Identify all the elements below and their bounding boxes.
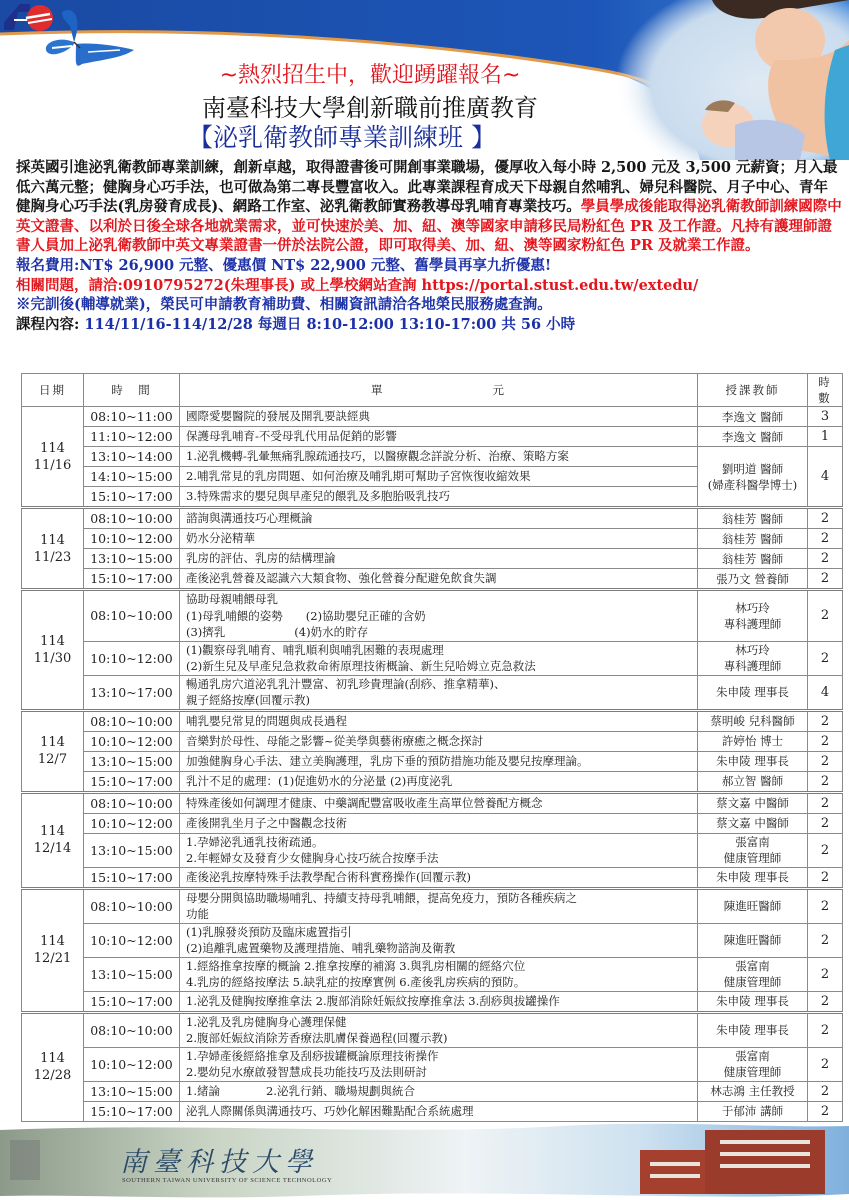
session-hours: 2 <box>808 991 843 1012</box>
session-hours: 2 <box>808 867 843 888</box>
date-year: 114 <box>40 1051 65 1066</box>
teacher-line: 朱申陵 理事長 <box>716 1023 789 1037</box>
session-time: 08:10~10:00 <box>84 710 180 731</box>
teacher-line: 朱申陵 理事長 <box>716 870 789 884</box>
session-time: 11:10~12:00 <box>84 427 180 447</box>
teacher-line: 張富南 <box>735 835 770 849</box>
session-topic <box>180 923 698 957</box>
course-period: 114/11/16-114/12/28 每週日 8:10-12:00 13:10-17:00 共 56 小時 <box>84 315 576 333</box>
session-teacher <box>698 867 808 888</box>
date-year: 114 <box>40 735 65 750</box>
session-topic <box>180 508 698 529</box>
table-row <box>22 569 843 590</box>
teacher-line: 陳進旺醫師 <box>723 899 782 913</box>
session-topic <box>180 751 698 771</box>
session-topic <box>180 1081 698 1101</box>
session-time: 13:10~15:00 <box>84 549 180 569</box>
topic-line: 親子經絡按摩(回覆示教) <box>186 693 310 707</box>
table-row <box>22 447 843 467</box>
session-time: 13:10~17:00 <box>84 675 180 710</box>
table-row <box>22 833 843 867</box>
table-row <box>22 1101 843 1121</box>
session-date <box>22 792 84 888</box>
session-topic <box>180 957 698 991</box>
table-row <box>22 813 843 833</box>
session-time: 10:10~12:00 <box>84 923 180 957</box>
session-hours: 2 <box>808 641 843 675</box>
teacher-line: 健康管理師 <box>723 1065 782 1079</box>
topic-line: 產後泌乳按摩特殊手法教學配合術科實務操作(回覆示教) <box>186 869 471 884</box>
table-row <box>22 991 843 1012</box>
session-time: 13:10~15:00 <box>84 751 180 771</box>
header-hours: 時數 <box>808 374 843 407</box>
session-time: 13:10~15:00 <box>84 957 180 991</box>
session-teacher <box>698 1012 808 1047</box>
session-teacher <box>698 590 808 642</box>
date-year: 114 <box>40 934 65 949</box>
date-day: 11/16 <box>33 457 72 473</box>
session-time: 15:10~17:00 <box>84 771 180 792</box>
topic-line: 暢通乳房穴道泌乳乳汁豐富、初乳珍貴理論(刮痧、推拿精華)、 <box>186 676 506 691</box>
session-hours: 2 <box>808 1047 843 1081</box>
session-teacher <box>698 888 808 923</box>
session-teacher <box>698 792 808 813</box>
session-teacher <box>698 427 808 447</box>
table-row <box>22 407 843 427</box>
session-hours: 2 <box>808 751 843 771</box>
session-hours: 4 <box>808 675 843 710</box>
topic-line: 1.泌乳及健胸按摩推拿法 2.腹部消除妊娠紋按摩推拿法 3.刮痧與拔罐操作 <box>186 993 560 1008</box>
topic-line: 泌乳人際關係與溝通技巧、巧妙化解困難點配合系統處理 <box>186 1103 474 1118</box>
intro-section <box>16 158 842 334</box>
session-time: 15:10~17:00 <box>84 991 180 1012</box>
session-time: 10:10~12:00 <box>84 731 180 751</box>
session-topic <box>180 590 698 642</box>
topic-line: 2.哺乳常見的乳房問題、如何治療及哺乳期可幫助子宮恢復收縮效果 <box>186 469 531 484</box>
date-day: 12/21 <box>33 951 72 966</box>
session-time: 08:10~10:00 <box>84 888 180 923</box>
session-time: 13:10~15:00 <box>84 1081 180 1101</box>
session-teacher <box>698 751 808 771</box>
topic-line: 1.泌乳及乳房健胸身心護理保健 <box>186 1014 347 1029</box>
session-hours: 1 <box>808 427 843 447</box>
table-row <box>22 1012 843 1047</box>
session-topic <box>180 467 698 487</box>
date-year: 114 <box>40 440 65 456</box>
session-teacher <box>698 957 808 991</box>
topic-line: 2.腹部妊娠紋消除芳香療法肌膚保養過程(回覆示教) <box>186 1031 448 1045</box>
session-teacher <box>698 813 808 833</box>
session-hours: 2 <box>808 792 843 813</box>
topic-line: (2)新生兒及早產兒急救救命術原理技術概論、新生兒哈姆立克急救法 <box>186 659 536 673</box>
teacher-line: 郝立智 醫師 <box>721 774 784 788</box>
date-year: 114 <box>40 633 65 649</box>
table-row <box>22 549 843 569</box>
footer-banner <box>0 1122 849 1200</box>
session-teacher <box>698 731 808 751</box>
topic-line: 功能 <box>186 907 209 921</box>
session-hours: 2 <box>808 731 843 751</box>
table-header-row <box>22 374 843 407</box>
mother-baby-photo <box>615 0 849 160</box>
session-teacher <box>698 710 808 731</box>
date-day: 12/28 <box>33 1068 72 1083</box>
session-time: 08:10~11:00 <box>84 407 180 427</box>
session-time: 15:10~17:00 <box>84 1101 180 1121</box>
date-day: 11/23 <box>33 549 72 565</box>
table-row <box>22 675 843 710</box>
topic-line: 2.年輕婦女及發育少女健胸身心技巧統合按摩手法 <box>186 851 439 865</box>
header-date: 日期 <box>22 374 84 407</box>
session-teacher <box>698 1101 808 1121</box>
session-hours: 2 <box>808 549 843 569</box>
table-row <box>22 710 843 731</box>
session-topic <box>180 833 698 867</box>
session-time: 15:10~17:00 <box>84 487 180 508</box>
header-banner <box>0 0 849 160</box>
teacher-line: 陳進旺醫師 <box>723 933 782 947</box>
teacher-line: 健康管理師 <box>723 975 782 989</box>
table-row <box>22 590 843 642</box>
session-teacher <box>698 569 808 590</box>
table-row <box>22 641 843 675</box>
teacher-line: 李逸文 醫師 <box>721 409 784 424</box>
header-topic: 單 元 <box>180 374 698 407</box>
session-topic <box>180 641 698 675</box>
topic-line: (3)擠乳 (4)奶水的貯存 <box>186 625 369 639</box>
session-topic <box>180 529 698 549</box>
teacher-line: 張富南 <box>735 1049 770 1063</box>
topic-line: 產後泌乳營養及認識六大類食物、強化營養分配避免飲食失調 <box>186 571 497 586</box>
session-teacher <box>698 1081 808 1101</box>
topic-line: (1)乳腺發炎預防及臨床處置指引 <box>186 924 352 939</box>
session-teacher <box>698 833 808 867</box>
registration-fee: 報名費用:NT$ 26,900 元整、優惠價 NT$ 22,900 元整、舊學員再享九折優惠! <box>16 256 552 274</box>
session-time: 10:10~12:00 <box>84 1047 180 1081</box>
contact-info: 相關問題，請洽:0910795272(朱理事長) 或上學校網站查詢 https://portal.stust.edu.tw/extedu/ <box>16 276 699 294</box>
session-topic <box>180 731 698 751</box>
session-topic <box>180 771 698 792</box>
teacher-line: 許婷怡 博士 <box>721 734 784 748</box>
topic-line: 1.孕婦泌乳通乳技術疏通。 <box>186 834 324 849</box>
teacher-line: 林志鴻 主任教授 <box>710 1084 795 1098</box>
teacher-line: (婦產科醫學博士) <box>707 477 798 492</box>
date-year: 114 <box>40 824 65 839</box>
topic-line: 3.特殊需求的嬰兒與早產兒的餵乳及多胞胎吸乳技巧 <box>186 489 450 504</box>
session-time: 10:10~12:00 <box>84 813 180 833</box>
session-topic <box>180 1101 698 1121</box>
course-title: 【泌乳衛教師專業訓練班 】 <box>188 123 496 152</box>
session-topic <box>180 792 698 813</box>
session-topic <box>180 407 698 427</box>
session-topic <box>180 427 698 447</box>
table-row <box>22 427 843 447</box>
session-date <box>22 508 84 590</box>
table-row <box>22 529 843 549</box>
teacher-line: 專科護理師 <box>723 616 782 631</box>
teacher-line: 朱申陵 理事長 <box>716 754 789 768</box>
session-time: 13:10~15:00 <box>84 833 180 867</box>
session-hours: 2 <box>808 1101 843 1121</box>
session-time: 14:10~15:00 <box>84 467 180 487</box>
session-topic <box>180 1047 698 1081</box>
teacher-line: 張富南 <box>735 959 770 973</box>
institution-title: 南臺科技大學創新職前推廣教育 <box>202 94 538 122</box>
session-hours: 2 <box>808 590 843 642</box>
session-teacher <box>698 529 808 549</box>
teacher-line: 翁桂芳 醫師 <box>721 531 784 546</box>
session-teacher <box>698 508 808 529</box>
date-year: 114 <box>40 532 65 548</box>
session-teacher <box>698 1047 808 1081</box>
table-row <box>22 888 843 923</box>
session-hours: 4 <box>808 447 843 508</box>
topic-line: 1.孕婦產後經絡推拿及刮痧拔罐概論原理技術操作 <box>186 1048 439 1063</box>
course-schedule-table <box>21 373 843 1122</box>
teacher-line: 翁桂芳 醫師 <box>721 511 784 526</box>
session-teacher <box>698 407 808 427</box>
topic-line: 協助母親哺餵母乳 <box>186 592 278 606</box>
table-row <box>22 1047 843 1081</box>
topic-line: 諮詢與溝通技巧心理概論 <box>186 511 313 526</box>
session-hours: 2 <box>808 833 843 867</box>
topic-line: 1.經絡推拿按摩的概論 2.推拿按摩的補瀉 3.與乳房相關的經絡穴位 <box>186 958 526 973</box>
session-teacher <box>698 447 808 508</box>
topic-line: 哺乳嬰兒常見的問題與成長過程 <box>186 713 347 728</box>
header-time: 時 間 <box>84 374 180 407</box>
university-name: 南臺科技大學 <box>120 1147 318 1178</box>
session-hours: 2 <box>808 813 843 833</box>
teacher-line: 張乃文 營養師 <box>716 571 789 586</box>
session-hours: 2 <box>808 888 843 923</box>
topic-line: 乳汁不足的處理：(1)促進奶水的分泌量 (2)再度泌乳 <box>186 773 453 788</box>
session-topic <box>180 549 698 569</box>
session-date <box>22 590 84 711</box>
session-hours: 2 <box>808 957 843 991</box>
teacher-line: 林巧玲 <box>735 643 770 657</box>
table-row <box>22 792 843 813</box>
topic-line: 母嬰分開與協助職場哺乳、持續支持母乳哺餵，提高免疫力，預防各種疾病之 <box>186 890 577 905</box>
session-time: 15:10~17:00 <box>84 569 180 590</box>
session-date <box>22 888 84 1012</box>
schedule-body <box>22 407 843 1122</box>
session-date <box>22 1012 84 1121</box>
topic-line: 2.嬰幼兒水療啟發智慧成長功能技巧及法則研討 <box>186 1065 427 1079</box>
session-topic <box>180 813 698 833</box>
topic-line: 奶水分泌精華 <box>186 531 255 546</box>
session-time: 13:10~14:00 <box>84 447 180 467</box>
topic-line: 1.泌乳機轉-乳暈無痛乳腺疏通技巧，以醫療觀念詳說分析、治療、策略方案 <box>186 449 569 464</box>
veterans-note: ※完訓後(輔導就業)，榮民可申請教育補助費、相關資訊請洽各地榮民服務處查詢。 <box>16 296 552 314</box>
session-time: 10:10~12:00 <box>84 641 180 675</box>
table-row <box>22 923 843 957</box>
session-hours: 2 <box>808 1081 843 1101</box>
table-row <box>22 771 843 792</box>
session-teacher <box>698 923 808 957</box>
session-teacher <box>698 991 808 1012</box>
session-topic <box>180 991 698 1012</box>
intro-certificate-note: 學員學成後能取得泌乳衛教師訓練國際中英文證書、以利於日後全球各地就業需求，並可快速於美、加、紐、澳等國家申請移民局粉紅色 PR 及工作證。凡持有護理師證書人員加上泌乳衛教師中英文專業證書一併於法院公證，即可取得美、加、紐、澳等國家粉紅色 PR 及就業工作證。 <box>16 198 842 255</box>
topic-line: 保護母乳哺育-不受母乳代用品促銷的影響 <box>186 429 397 444</box>
session-date <box>22 710 84 792</box>
topic-line: (2)追離乳處置藥物及護理措施、哺乳藥物諮詢及衛教 <box>186 941 456 955</box>
date-day: 11/30 <box>33 650 72 666</box>
session-topic <box>180 888 698 923</box>
session-teacher <box>698 771 808 792</box>
course-label: 課程內容: <box>16 315 80 333</box>
recruitment-slogan: ~熱烈招生中，歡迎踴躍報名~ <box>219 63 521 88</box>
table-row <box>22 867 843 888</box>
table-row <box>22 508 843 529</box>
session-time: 10:10~12:00 <box>84 529 180 549</box>
session-hours: 2 <box>808 569 843 590</box>
session-topic <box>180 447 698 467</box>
teacher-line: 翁桂芳 醫師 <box>721 551 784 566</box>
session-time: 15:10~17:00 <box>84 867 180 888</box>
table-row <box>22 1081 843 1101</box>
topic-line: (1)母乳哺餵的姿勢 (2)協助嬰兒正確的含奶 <box>186 608 426 623</box>
session-time: 08:10~10:00 <box>84 792 180 813</box>
university-logo-icon <box>0 0 58 34</box>
course-schedule-summary <box>16 315 842 335</box>
session-date <box>22 407 84 508</box>
session-topic <box>180 569 698 590</box>
session-hours: 2 <box>808 923 843 957</box>
table-row <box>22 751 843 771</box>
teacher-line: 蔡文嘉 中醫師 <box>716 816 789 830</box>
teacher-line: 李逸文 醫師 <box>721 429 784 444</box>
topic-line: 國際愛嬰醫院的發展及開乳要訣經典 <box>186 409 370 424</box>
session-hours: 2 <box>808 529 843 549</box>
session-time: 08:10~10:00 <box>84 508 180 529</box>
topic-line: 4.乳房的經絡按摩法 5.缺乳症的按摩實例 6.產後乳房疾病的預防。 <box>186 975 526 989</box>
topic-line: 音樂對於母性、母能之影響~從美學與藝術療癒之概念探討 <box>186 733 484 748</box>
teacher-line: 林巧玲 <box>735 600 770 615</box>
table-row <box>22 957 843 991</box>
teacher-line: 朱申陵 理事長 <box>716 685 789 699</box>
university-name-english: SOUTHERN TAIWAN UNIVERSITY OF SCIENCE TECHNOLOGY <box>122 1177 333 1184</box>
teacher-line: 健康管理師 <box>723 851 782 865</box>
table-row <box>22 731 843 751</box>
session-hours: 3 <box>808 407 843 427</box>
session-teacher <box>698 549 808 569</box>
teacher-line: 專科護理師 <box>723 659 782 673</box>
date-day: 12/14 <box>33 841 72 856</box>
session-teacher <box>698 641 808 675</box>
header-teacher: 授課教師 <box>698 374 808 407</box>
session-topic <box>180 487 698 508</box>
topic-line: 1.緒論 2.泌乳行銷、職場規劃與統合 <box>186 1083 415 1098</box>
session-hours: 2 <box>808 508 843 529</box>
session-topic <box>180 675 698 710</box>
topic-line: 特殊產後如何調理才健康、中藥調配豐富吸收產生高單位營養配方概念 <box>186 795 543 810</box>
date-day: 12/7 <box>37 752 68 767</box>
teacher-line: 蔡文嘉 中醫師 <box>716 796 789 810</box>
teacher-line: 于郁沛 講師 <box>721 1104 784 1118</box>
intro-description: 採英國引進泌乳衛教師專業訓練，創新卓越，取得證書後可開創事業職場，優厚收入每小時 2,500 元及 3,500 元薪資；月入最低六萬元整；健胸身心巧手法，也可做為第二專長豐富收入。此專業課程育成天下母親自然哺乳、婦兒科醫院、月子中心、青年健胸身心巧手法(乳房發育成長)、網路工作室、泌乳衛教師實務教導母乳哺育專業技巧。 <box>16 159 838 216</box>
session-topic <box>180 1012 698 1047</box>
session-hours: 2 <box>808 1012 843 1047</box>
topic-line: 乳房的評估、乳房的結構理論 <box>186 551 336 566</box>
topic-line: 產後開乳坐月子之中醫觀念技術 <box>186 815 347 830</box>
session-topic <box>180 710 698 731</box>
session-teacher <box>698 675 808 710</box>
session-hours: 2 <box>808 771 843 792</box>
teacher-line: 劉明道 醫師 <box>721 461 784 476</box>
topic-line: 加強健胸身心手法、建立美胸護理，乳房下垂的預防措施功能及嬰兒按摩理論。 <box>186 753 589 768</box>
session-time: 08:10~10:00 <box>84 590 180 642</box>
session-time: 08:10~10:00 <box>84 1012 180 1047</box>
teacher-line: 朱申陵 理事長 <box>716 994 789 1008</box>
topic-line: (1)觀察母乳哺育、哺乳順利與哺乳困難的表現處理 <box>186 642 444 657</box>
session-topic <box>180 867 698 888</box>
teacher-line: 蔡明峻 兒科醫師 <box>710 714 795 728</box>
session-hours: 2 <box>808 710 843 731</box>
